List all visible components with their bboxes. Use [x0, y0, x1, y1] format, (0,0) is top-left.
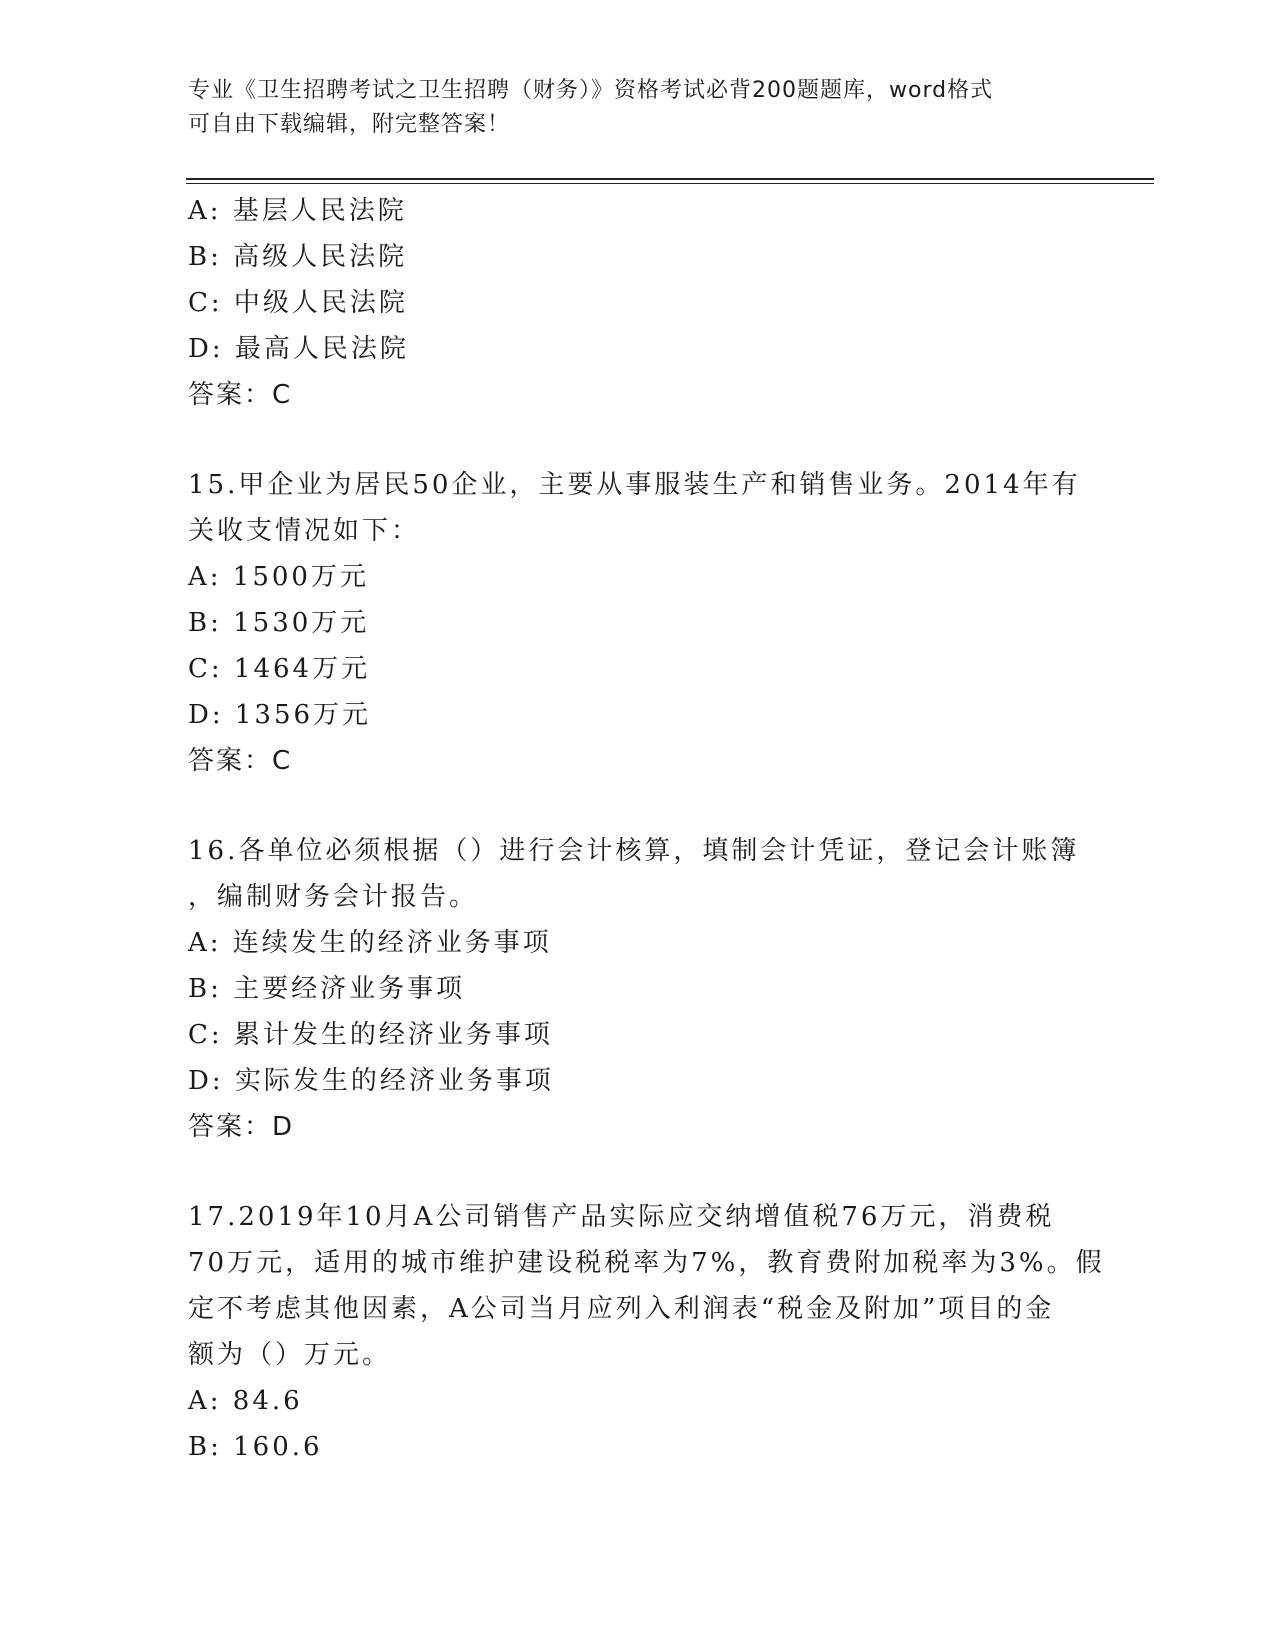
question-15: [188, 462, 1088, 784]
option-b: B: 高级人民法院: [188, 242, 408, 272]
document-header: [188, 74, 1088, 142]
header-divider-thick: [186, 178, 1154, 180]
question-stem-line-2: 70万元，适用的城市维护建设税税率为7%，教育费附加税率为3%。假: [188, 1248, 1105, 1278]
question-stem-line-1: 17.2019年10月A公司销售产品实际应交纳增值税76万元，消费税: [188, 1202, 1055, 1232]
option-c: C: 累计发生的经济业务事项: [188, 1020, 553, 1050]
header-line-1: 专业《卫生招聘考试之卫生招聘（财务）》资格考试必背200题题库，word格式: [188, 78, 994, 103]
header-divider-thin: [186, 183, 1154, 184]
option-a: A: 1500万元: [188, 562, 369, 592]
option-c: C: 中级人民法院: [188, 288, 408, 318]
question-spacer: [188, 784, 1088, 828]
question-spacer: [188, 1150, 1088, 1194]
question-stem-line-1: 15.甲企业为居民50企业，主要从事服装生产和销售业务。2014年有: [188, 470, 1081, 500]
question-stem-line-4: 额为（）万元。: [188, 1340, 392, 1370]
option-b: B: 主要经济业务事项: [188, 974, 466, 1004]
option-d: D: 1356万元: [188, 700, 372, 730]
option-b: B: 1530万元: [188, 608, 370, 638]
question-17: [188, 1194, 1105, 1470]
option-c: C: 1464万元: [188, 654, 371, 684]
question-14: [188, 188, 1088, 418]
option-d: D: 最高人民法院: [188, 334, 409, 364]
question-spacer: [188, 418, 1088, 462]
option-a: A: 基层人民法院: [188, 196, 407, 226]
answer: 答案：D: [188, 1112, 295, 1142]
option-d: D: 实际发生的经济业务事项: [188, 1066, 554, 1096]
question-stem-line-2: 关收支情况如下：: [188, 516, 421, 546]
question-list: [188, 188, 1105, 1470]
option-b: B: 160.6: [188, 1432, 323, 1462]
option-a: A: 84.6: [188, 1386, 303, 1416]
option-a: A: 连续发生的经济业务事项: [188, 928, 552, 958]
question-stem-line-3: 定不考虑其他因素，A公司当月应列入利润表“税金及附加”项目的金: [188, 1294, 1055, 1324]
answer: 答案：C: [188, 380, 293, 410]
header-line-2: 可自由下载编辑，附完整答案！: [188, 112, 511, 137]
question-16: [188, 828, 1088, 1150]
question-stem-line-1: 16.各单位必须根据（）进行会计核算，填制会计凭证，登记会计账簿: [188, 836, 1080, 866]
answer: 答案：C: [188, 746, 293, 776]
question-stem-line-2: ，编制财务会计报告。: [188, 882, 479, 912]
